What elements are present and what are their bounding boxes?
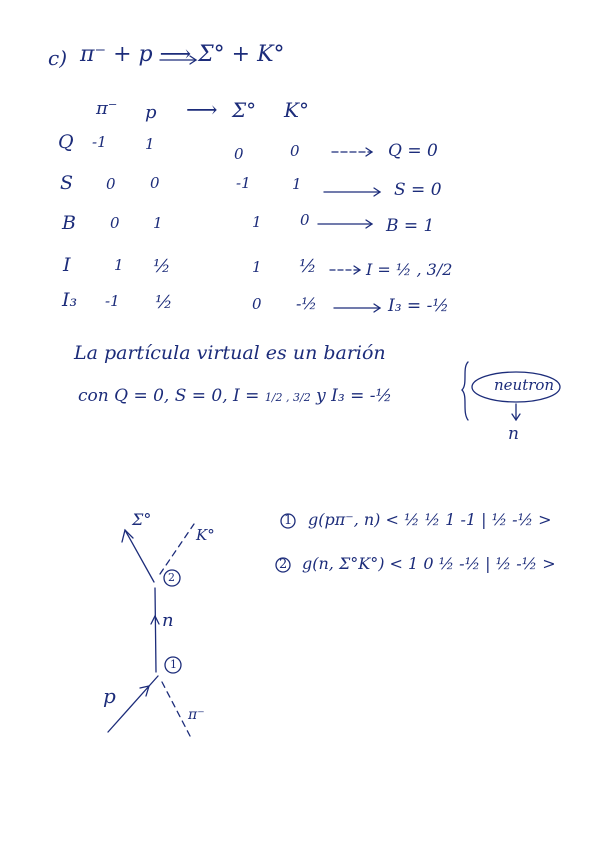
row-i-arrow-icon xyxy=(330,266,360,274)
row-i3-result: I₃ = -½ xyxy=(388,296,449,316)
row-i-label: I xyxy=(63,254,71,276)
diagram-vertex2-label: 2 xyxy=(168,571,175,584)
neutron-bubble-text: neutron xyxy=(494,376,555,394)
neutron-bubble-icon xyxy=(472,372,560,402)
row-s-arrow-icon xyxy=(324,188,380,196)
vertex-1-circle-icon xyxy=(165,657,181,673)
vertex-2-factor: g(n, Σ°K°) < 1 0 ½ -½ | ½ -½ > xyxy=(302,554,556,573)
vertex-2-factor-circle-icon xyxy=(276,558,290,572)
conclusion-line1: La partícula virtual es un barión xyxy=(74,342,386,364)
row-i3-pion: -1 xyxy=(105,292,120,310)
row-i3-arrow-icon xyxy=(334,304,380,312)
reaction-label: c) xyxy=(48,46,68,70)
row-q-label: Q xyxy=(58,131,74,153)
row-q-pion: -1 xyxy=(92,133,107,151)
row-q-kaon: 0 xyxy=(290,142,300,160)
row-q-arrow-icon xyxy=(332,148,372,156)
vertex-1-factor-circle-icon xyxy=(281,514,295,528)
reaction-equation: π⁻ + p ⟶ Σ° + K° xyxy=(80,42,285,67)
diagram-vertex1-label: 1 xyxy=(170,658,177,671)
row-q-sigma: 0 xyxy=(234,145,244,163)
row-b-pion: 0 xyxy=(110,214,120,232)
row-i-result: I = ½ , 3/2 xyxy=(366,260,453,279)
row-b-kaon: 0 xyxy=(300,211,310,229)
row-q-result: Q = 0 xyxy=(388,141,438,161)
header-sigma: Σ° xyxy=(232,98,257,122)
row-b-label: B xyxy=(62,212,76,234)
conclusion-fraction: 1/2 , 3/2 xyxy=(264,391,311,404)
row-s-proton: 0 xyxy=(150,174,160,192)
row-i-proton: ½ xyxy=(153,256,171,277)
diagram-sigma-label: Σ° xyxy=(132,510,152,529)
row-s-label: S xyxy=(60,172,74,194)
row-s-sigma: -1 xyxy=(236,174,251,192)
neutron-result: n xyxy=(508,424,519,444)
vertex-2-circle-icon xyxy=(164,570,180,586)
header-kaon: K° xyxy=(284,98,309,122)
row-i3-label: I₃ xyxy=(62,289,78,311)
header-proton: p xyxy=(145,102,157,123)
header-pion: π⁻ xyxy=(96,98,118,119)
row-i3-kaon: -½ xyxy=(296,294,317,313)
conclusion-prefix: con Q = 0, S = 0, I = xyxy=(78,386,265,406)
row-s-kaon: 1 xyxy=(292,175,302,193)
row-i-sigma: 1 xyxy=(252,258,262,276)
diagram-kaon-label: K° xyxy=(196,526,215,544)
row-b-result: B = 1 xyxy=(386,216,435,236)
row-i-pion: 1 xyxy=(114,256,124,274)
neutron-line xyxy=(155,588,156,672)
diagram-proton-label: p xyxy=(103,684,116,708)
vertex-1-number: 1 xyxy=(284,513,293,528)
row-i3-sigma: 0 xyxy=(252,295,262,313)
down-arrow-icon xyxy=(512,404,520,420)
header-arrow: ⟶ xyxy=(186,98,218,123)
row-s-result: S = 0 xyxy=(394,180,442,200)
vertex-1-factor: g(pπ⁻, n) < ½ ½ 1 -1 | ½ -½ > xyxy=(308,510,552,529)
feynman-diagram xyxy=(108,524,194,736)
row-b-sigma: 1 xyxy=(252,213,262,231)
row-b-arrow-icon xyxy=(318,220,372,228)
proton-line xyxy=(108,676,158,732)
title-arrow-icon xyxy=(160,56,196,64)
row-s-pion: 0 xyxy=(106,175,116,193)
pion-line xyxy=(162,682,190,736)
row-q-proton: 1 xyxy=(145,135,155,153)
vertex-2-number: 2 xyxy=(279,557,288,572)
curly-brace-icon xyxy=(462,362,468,420)
row-i-kaon: ½ xyxy=(299,256,317,277)
row-b-proton: 1 xyxy=(153,214,163,232)
diagram-pion-label: π⁻ xyxy=(188,707,205,723)
row-i3-proton: ½ xyxy=(155,292,173,313)
conclusion-suffix: y I₃ = -½ xyxy=(310,386,392,406)
sigma-line xyxy=(125,530,154,582)
diagram-neutron-label: n xyxy=(162,610,174,631)
kaon-line xyxy=(160,524,194,574)
